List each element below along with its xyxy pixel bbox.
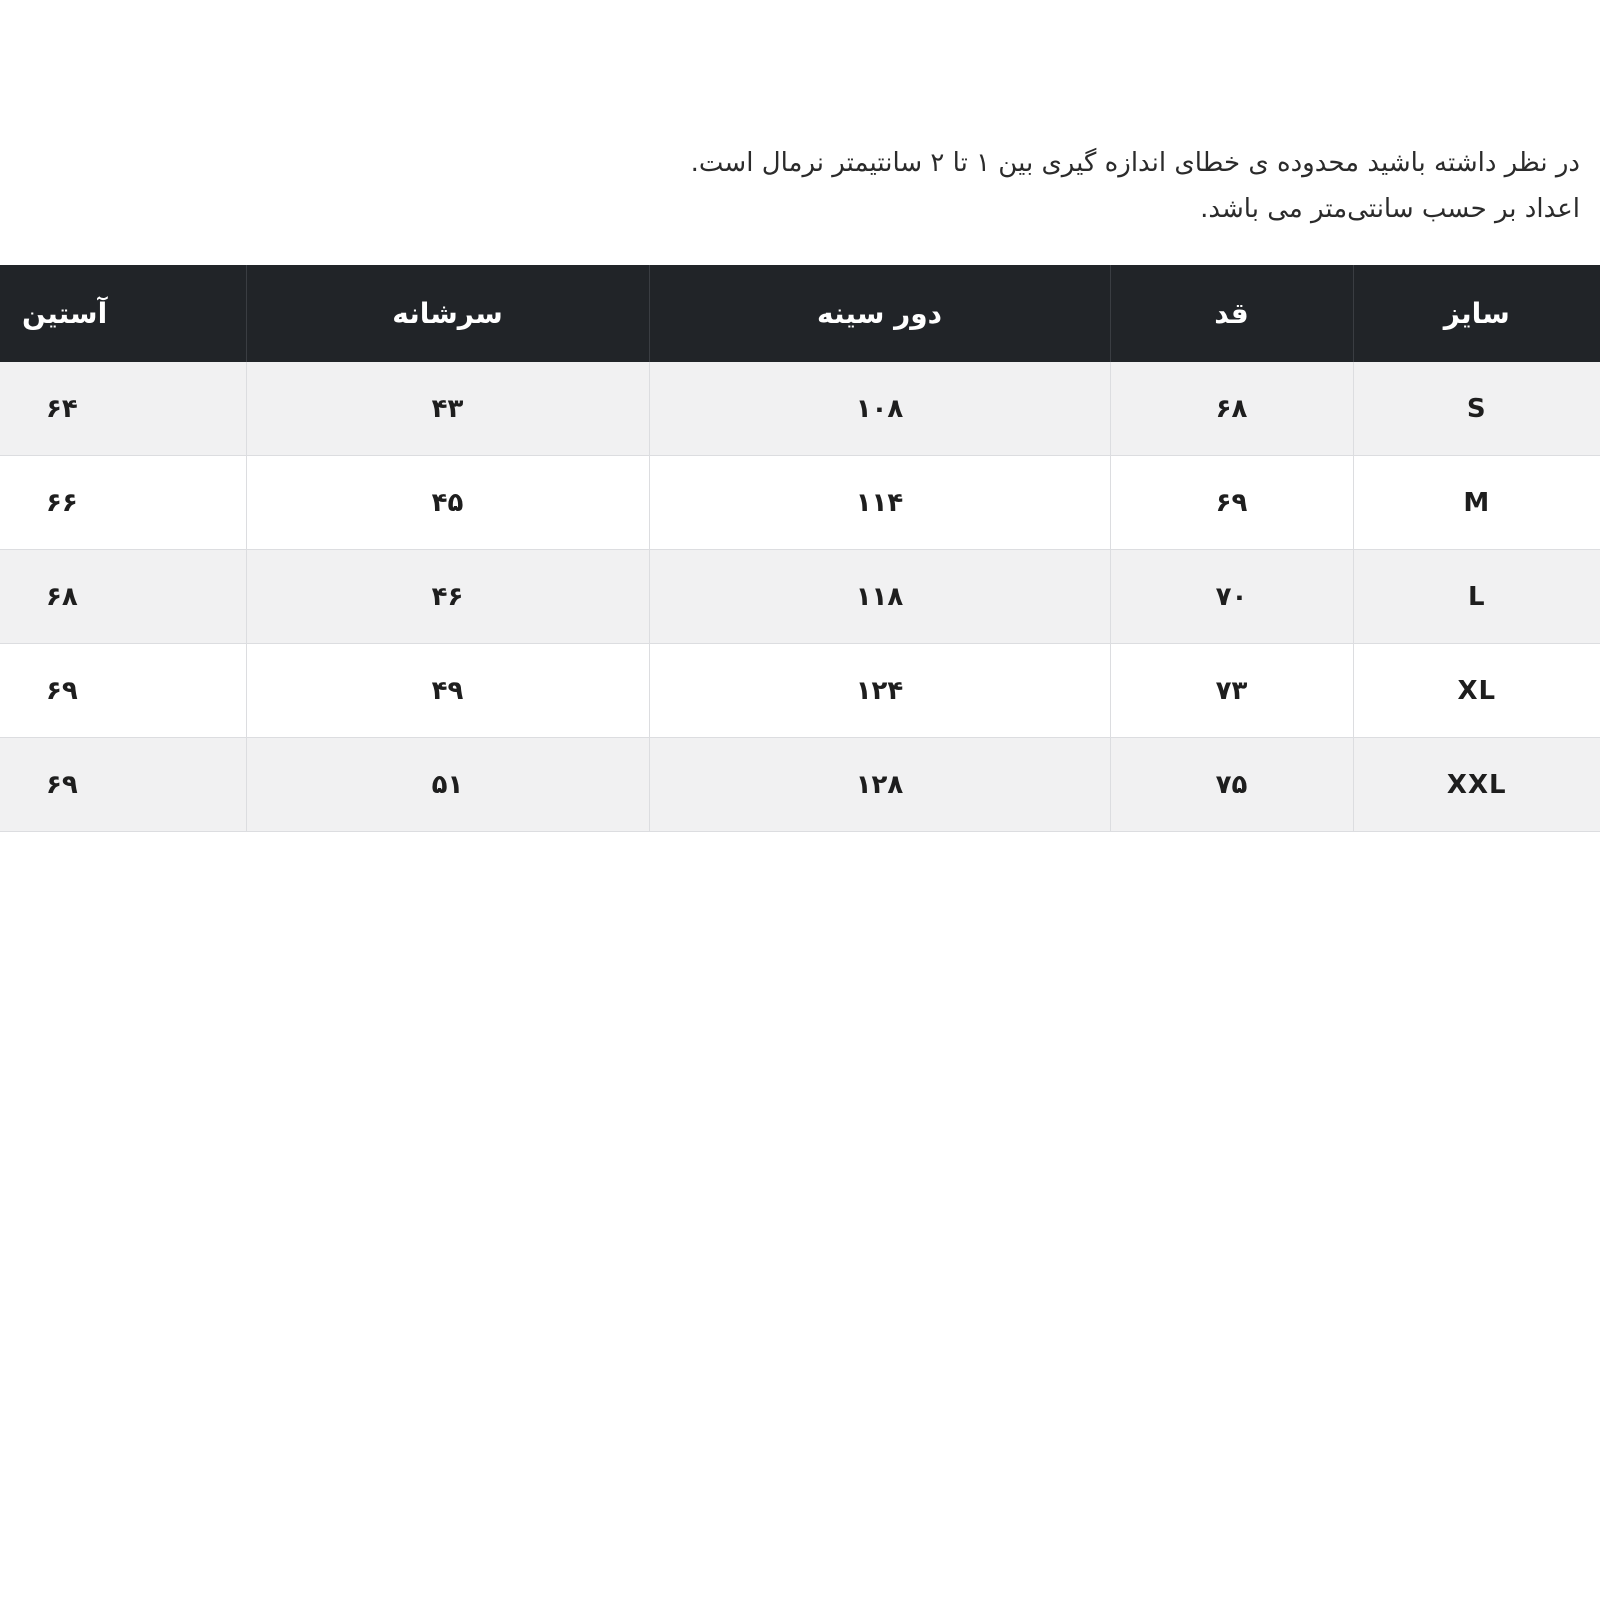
units-note: اعداد بر حسب سانتی‌متر می باشد.	[1200, 194, 1580, 224]
cell-size: S	[1353, 362, 1600, 456]
tolerance-note: در نظر داشته باشید محدوده ی خطای اندازه گیری بین ۱ تا ۲ سانتیمتر نرمال است.	[690, 148, 1580, 178]
cell-size: L	[1353, 550, 1600, 644]
cell-size: M	[1353, 456, 1600, 550]
cell-sleeve: ۶۹	[0, 738, 246, 832]
table-header-row	[0, 265, 1600, 362]
header-size: سایز	[1353, 265, 1600, 362]
cell-height: ۷۰	[1110, 550, 1353, 644]
cell-sleeve: ۶۶	[0, 456, 246, 550]
table-row	[0, 456, 1600, 550]
cell-chest: ۱۱۴	[649, 456, 1110, 550]
cell-height: ۷۳	[1110, 644, 1353, 738]
cell-shoulder: ۴۹	[246, 644, 649, 738]
header-chest: دور سینه	[649, 265, 1110, 362]
cell-shoulder: ۴۳	[246, 362, 649, 456]
header-shoulder: سرشانه	[246, 265, 649, 362]
cell-height: ۶۹	[1110, 456, 1353, 550]
header-sleeve: آستین	[0, 265, 246, 362]
cell-size: XXL	[1353, 738, 1600, 832]
cell-chest: ۱۲۸	[649, 738, 1110, 832]
table-row	[0, 738, 1600, 832]
cell-sleeve: ۶۹	[0, 644, 246, 738]
cell-chest: ۱۲۴	[649, 644, 1110, 738]
cell-shoulder: ۵۱	[246, 738, 649, 832]
cell-chest: ۱۰۸	[649, 362, 1110, 456]
cell-height: ۷۵	[1110, 738, 1353, 832]
table-row	[0, 362, 1600, 456]
table-row	[0, 644, 1600, 738]
header-height: قد	[1110, 265, 1353, 362]
measurement-notes	[20, 140, 1580, 232]
cell-sleeve: ۶۴	[0, 362, 246, 456]
cell-shoulder: ۴۶	[246, 550, 649, 644]
cell-sleeve: ۶۸	[0, 550, 246, 644]
table-row	[0, 550, 1600, 644]
cell-size: XL	[1353, 644, 1600, 738]
cell-height: ۶۸	[1110, 362, 1353, 456]
cell-chest: ۱۱۸	[649, 550, 1110, 644]
cell-shoulder: ۴۵	[246, 456, 649, 550]
size-chart-table	[0, 265, 1600, 832]
